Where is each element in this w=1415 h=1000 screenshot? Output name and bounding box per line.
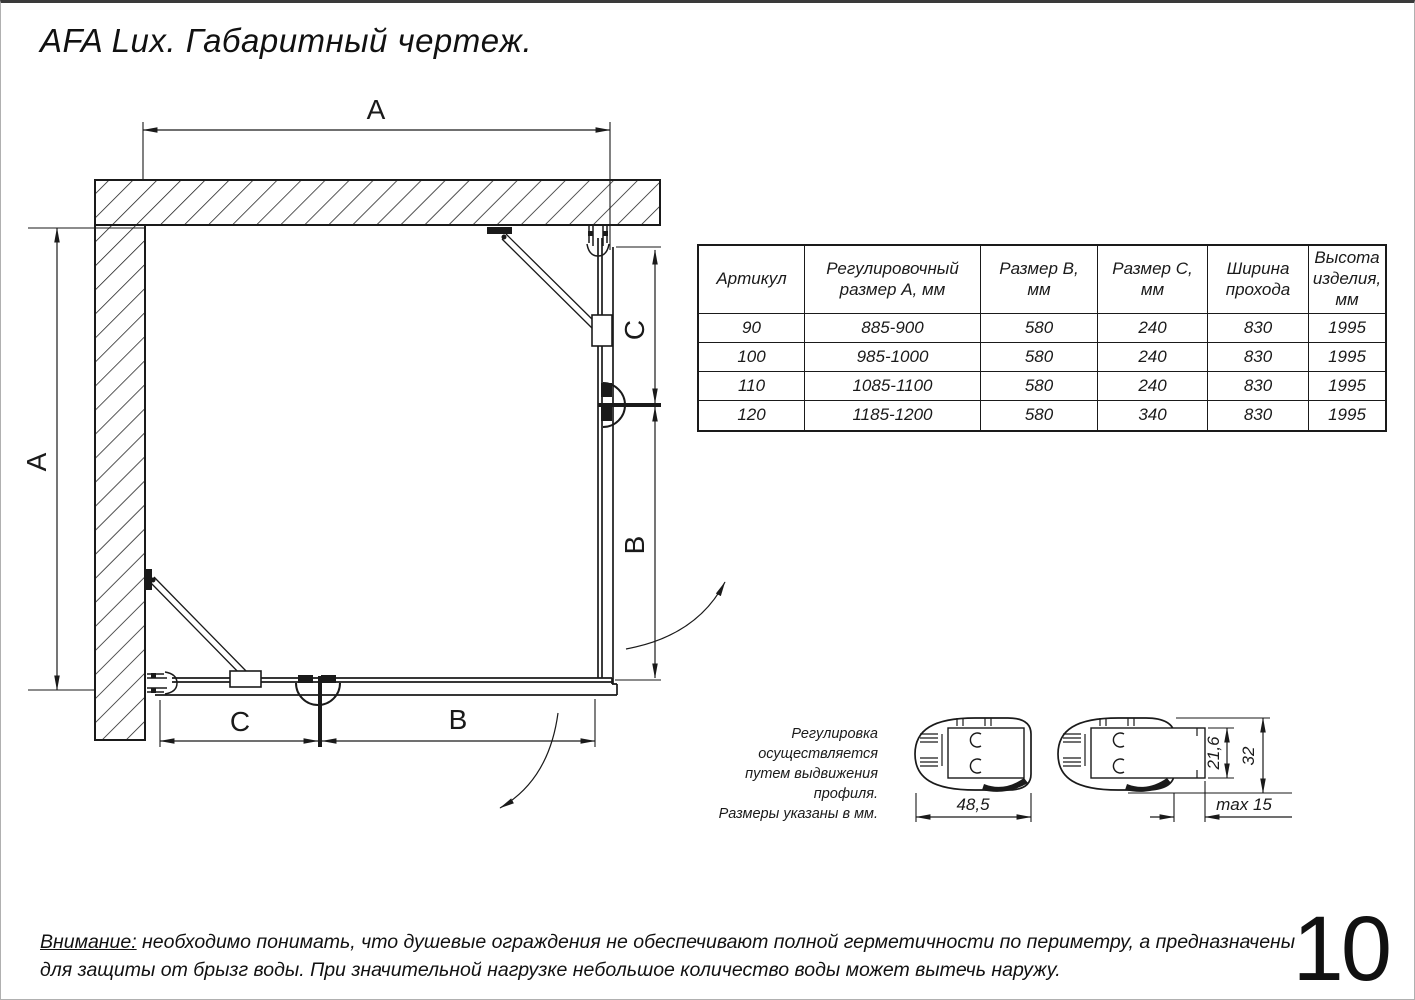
note-line: Размеры указаны в мм. bbox=[718, 806, 878, 822]
table-header-height: Высота изделия, мм bbox=[1309, 246, 1385, 314]
profile-detail-closed bbox=[915, 718, 1031, 822]
door-swing-arrow-bottom bbox=[500, 713, 558, 808]
table-cell: 90 bbox=[699, 314, 805, 343]
wall-left bbox=[95, 225, 145, 740]
table-cell: 830 bbox=[1208, 343, 1309, 372]
brace-wall-mount bbox=[487, 227, 512, 234]
profile-detail-extended bbox=[1058, 718, 1292, 822]
right-panel bbox=[487, 225, 661, 684]
detail-extension-label: max 15 bbox=[1216, 795, 1272, 814]
detail-outer-height-label: 32 bbox=[1239, 746, 1258, 766]
brace-bracket bbox=[230, 671, 261, 687]
detail-width-label: 48,5 bbox=[956, 795, 990, 814]
table-cell: 1995 bbox=[1309, 343, 1385, 372]
table-cell: 580 bbox=[981, 401, 1098, 430]
table-cell: 580 bbox=[981, 372, 1098, 401]
table-header-pass-width: Ширина прохода bbox=[1208, 246, 1309, 314]
table-cell: 830 bbox=[1208, 314, 1309, 343]
dimension-a-top bbox=[143, 94, 610, 250]
table-cell: 1995 bbox=[1309, 314, 1385, 343]
dimension-c-bottom bbox=[160, 699, 595, 747]
detail-inner-height-label: 21,6 bbox=[1204, 736, 1223, 770]
support-brace bbox=[150, 577, 248, 678]
door-swing-arrow-right bbox=[626, 582, 725, 649]
dim-label-c-bottom: C bbox=[229, 706, 251, 737]
support-brace bbox=[502, 234, 600, 332]
table-cell: 240 bbox=[1098, 343, 1208, 372]
size-table bbox=[697, 244, 1387, 432]
table-cell: 830 bbox=[1208, 401, 1309, 430]
table-cell: 1185-1200 bbox=[805, 401, 981, 430]
table-cell: 885-900 bbox=[805, 314, 981, 343]
note-line: Регулировка осуществляется bbox=[758, 726, 878, 762]
table-header-size-a: Регулировочный размер А, мм bbox=[805, 246, 981, 314]
table-cell: 340 bbox=[1098, 401, 1208, 430]
table-cell: 580 bbox=[981, 314, 1098, 343]
table-cell: 100 bbox=[699, 343, 805, 372]
note-line: путем выдвижения профиля. bbox=[745, 766, 878, 802]
dim-label-a-top: A bbox=[366, 94, 386, 125]
wall-top bbox=[95, 180, 660, 225]
page-title: AFA Lux. Габаритный чертеж. bbox=[40, 22, 533, 59]
dim-label-b-bottom: B bbox=[448, 704, 468, 735]
table-cell: 120 bbox=[699, 401, 805, 430]
dim-label-b-right: B bbox=[619, 535, 650, 555]
warning-line-1: Внимание: необходимо понимать, что душевые ограждения не обеспечивают полной герметичности по периметру, а предназначены bbox=[40, 931, 1296, 953]
table-cell: 110 bbox=[699, 372, 805, 401]
table-header-size-c: Размер С, мм bbox=[1098, 246, 1208, 314]
warning-text bbox=[40, 929, 1295, 984]
table-cell: 830 bbox=[1208, 372, 1309, 401]
dimension-b-right bbox=[619, 407, 655, 678]
dim-label-a-left: A bbox=[21, 452, 52, 472]
brace-bracket bbox=[592, 315, 612, 346]
table-header-article: Артикул bbox=[699, 246, 805, 314]
adjustment-note bbox=[688, 724, 878, 824]
page-number: 10 bbox=[1292, 898, 1389, 1000]
table-cell: 1995 bbox=[1309, 372, 1385, 401]
warning-label: Внимание: bbox=[40, 931, 137, 953]
warning-line-2: для защиты от брызг воды. При значительной нагрузке небольшое количество воды может вытечь наружу. bbox=[40, 958, 1061, 981]
table-cell: 580 bbox=[981, 343, 1098, 372]
table-cell: 1085-1100 bbox=[805, 372, 981, 401]
table-cell: 985-1000 bbox=[805, 343, 981, 372]
bottom-panel bbox=[144, 569, 617, 747]
table-header-size-b: Размер В, мм bbox=[981, 246, 1098, 314]
table-cell: 240 bbox=[1098, 372, 1208, 401]
dimension-c-right bbox=[615, 247, 661, 680]
table-cell: 1995 bbox=[1328, 405, 1366, 425]
dim-label-c-right: C bbox=[619, 319, 650, 341]
table-cell: 240 bbox=[1098, 314, 1208, 343]
